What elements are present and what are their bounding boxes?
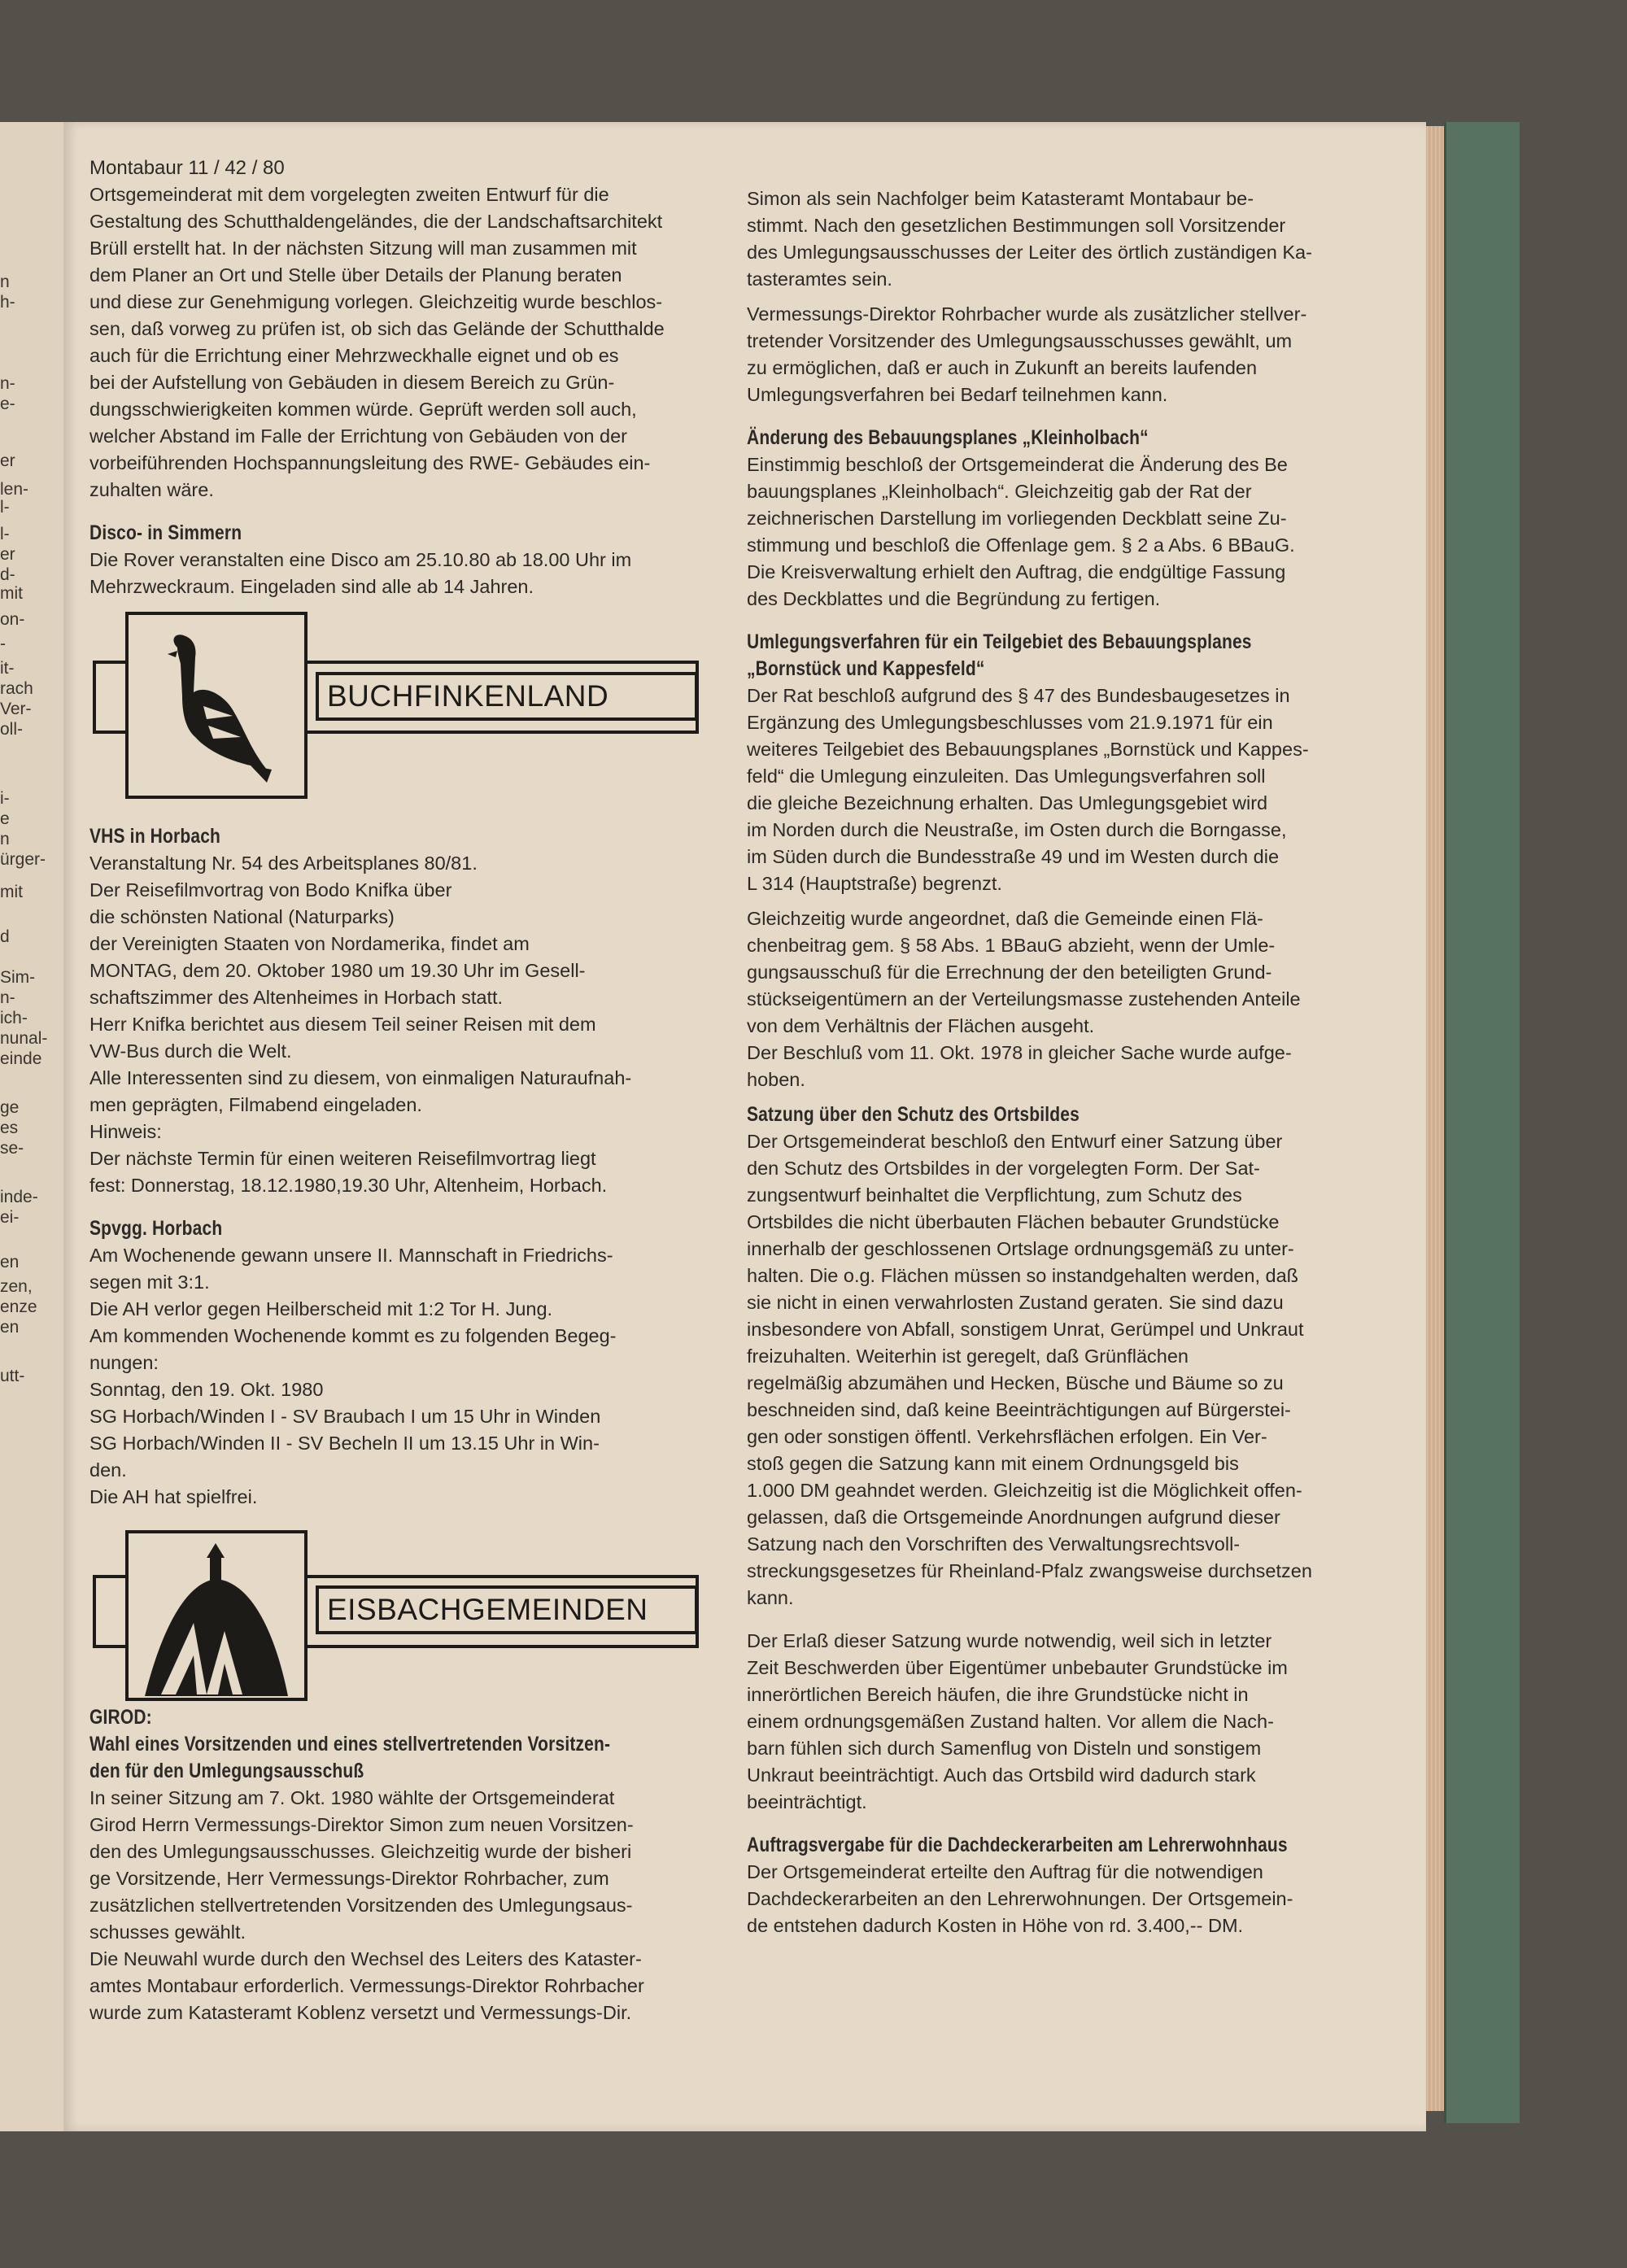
margin-fragment: mit: [0, 584, 23, 603]
text-line: von dem Verhältnis der Flächen ausgeht.: [747, 1015, 1095, 1036]
text-line: innerhalb der geschlossenen Ortslage ordnungsgemäß zu unter-: [747, 1238, 1294, 1259]
text-line: „Bornstück und Kappesfeld“: [747, 657, 985, 680]
text-line: chenbeitrag gem. § 58 Abs. 1 BBauG abzieht, wenn der Umle-: [747, 935, 1276, 956]
text-line: beeinträchtigt.: [747, 1791, 867, 1812]
text-line: Gestaltung des Schutthaldengeländes, die der Landschaftsarchitekt: [89, 211, 663, 232]
margin-fragment: inde-: [0, 1188, 38, 1206]
margin-fragment: d-: [0, 565, 15, 584]
text-line: zu ermöglichen, daß er auch in Zukunft an bereits laufenden: [747, 357, 1258, 378]
margin-fragment: nunal-: [0, 1029, 48, 1048]
margin-fragment: oll-: [0, 720, 24, 739]
text-line: ge Vorsitzende, Herr Vermessungs-Direktor Rohrbacher, zum: [89, 1868, 609, 1889]
text-line: Ortsgemeinderat mit dem vorgelegten zweiten Entwurf für die: [89, 184, 609, 205]
text-line: gungsausschuß für die Errechnung der den beteiligten Grund-: [747, 962, 1272, 983]
margin-fragment: it-: [0, 659, 15, 678]
margin-fragment: n-: [0, 374, 15, 393]
finch-icon: [129, 615, 304, 796]
previous-page-edge: [0, 122, 63, 2131]
margin-fragment: ürger-: [0, 850, 46, 869]
text-line: und diese zur Genehmigung vorlegen. Gleichzeitig wurde beschlos-: [89, 291, 663, 312]
text-line: segen mit 3:1.: [89, 1271, 210, 1293]
text-line: Mehrzweckraum. Eingeladen sind alle ab 14 Jahren.: [89, 576, 534, 597]
text-line: Am Wochenende gewann unsere II. Mannschaft in Friedrichs-: [89, 1245, 613, 1266]
text-line: im Süden durch die Bundesstraße 49 und im Westen durch die: [747, 846, 1280, 867]
text-line: innerörtlichen Bereich häufen, die ihre Grundstücke nicht in: [747, 1684, 1249, 1705]
margin-fragment: ei-: [0, 1208, 20, 1227]
margin-fragment: i-: [0, 789, 10, 808]
text-line: Umlegungsverfahren für ein Teilgebiet des Bebauungsplanes: [747, 630, 1252, 653]
umlegung-heading: [747, 629, 1399, 683]
text-line: Herr Knifka berichtet aus diesem Teil seiner Reisen mit dem: [89, 1014, 596, 1035]
text-line: In seiner Sitzung am 7. Okt. 1980 wählte der Ortsgemeinderat: [89, 1787, 615, 1808]
margin-fragment: len-: [0, 480, 29, 499]
text-line: Der nächste Termin für einen weiteren Reisefilmvortrag liegt: [89, 1148, 596, 1169]
text-line: tasteramtes sein.: [747, 268, 892, 290]
flaechenbeitrag-paragraph: [747, 905, 1399, 1093]
ortsbild-heading: Satzung über den Schutz des Ortsbildes: [747, 1103, 1080, 1126]
umlegung-paragraph: [747, 683, 1399, 897]
text-line: die gleiche Bezeichnung erhalten. Das Umlegungsgebiet wird: [747, 792, 1268, 813]
margin-fragment: es: [0, 1119, 19, 1137]
text-line: Die Neuwahl wurde durch den Wechsel des Leiters des Kataster-: [89, 1948, 642, 1969]
text-line: auch für die Errichtung einer Mehrzweckhalle eignet und ob es: [89, 345, 619, 366]
text-line: stimmung und beschloß die Offenlage gem. § 2 a Abs. 6 BBauG.: [747, 534, 1295, 556]
text-line: vorbeiführenden Hochspannungsleitung des RWE- Gebäudes ein-: [89, 452, 651, 473]
text-line: des Umlegungsausschusses der Leiter des örtlich zuständigen Ka-: [747, 242, 1312, 263]
margin-fragment: l-: [0, 525, 10, 543]
text-line: Satzung nach den Vorschriften des Verwaltungsrechtsvoll-: [747, 1533, 1241, 1555]
church-hill-icon: [129, 1533, 304, 1698]
margin-fragment: en: [0, 1318, 20, 1337]
text-line: Die AH verlor gegen Heilberscheid mit 1:2 Tor H. Jung.: [89, 1298, 553, 1319]
text-line: Der Ortsgemeinderat erteilte den Auftrag für die notwendigen: [747, 1861, 1263, 1882]
margin-fragment: er: [0, 451, 15, 470]
text-line: Brüll erstellt hat. In der nächsten Sitzung will man zusammen mit: [89, 238, 637, 259]
text-line: feld“ die Umlegung einzuleiten. Das Umlegungsverfahren soll: [747, 765, 1266, 787]
text-line: den des Umlegungsausschusses. Gleichzeitig wurde der bisheri: [89, 1841, 632, 1862]
text-line: zungsentwurf beinhaltet die Verpflichtung, zum Schutz des: [747, 1184, 1242, 1206]
text-line: Simon als sein Nachfolger beim Katasteramt Montabaur be-: [747, 188, 1254, 209]
spvgg-paragraph: [89, 1242, 740, 1511]
text-line: zeichnerischen Darstellung im vorliegenden Deckblatt seine Zu-: [747, 508, 1287, 529]
text-line: halten. Die o.g. Flächen müssen so instandgehalten werden, daß: [747, 1265, 1299, 1286]
text-line: insbesondere von Abfall, sonstigem Unrat, Gerümpel und Unkraut: [747, 1319, 1304, 1340]
text-line: Der Rat beschloß aufgrund des § 47 des Bundesbaugesetzes in: [747, 685, 1290, 706]
text-line: weiteres Teilgebiet des Bebauungsplanes „Bornstück und Kappes-: [747, 739, 1309, 760]
left-column: [89, 155, 740, 2026]
text-line: Der Erlaß dieser Satzung wurde notwendig, weil sich in letzter: [747, 1630, 1272, 1651]
text-line: dem Planer an Ort und Stelle über Details der Planung beraten: [89, 264, 622, 286]
margin-fragment: l-: [0, 498, 10, 517]
text-line: Die Rover veranstalten eine Disco am 25.10.80 ab 18.00 Uhr im: [89, 549, 632, 570]
margin-fragment: n-: [0, 988, 15, 1007]
text-line: streckungsgesetzes für Rheinland-Pfalz zwangsweise durchsetzen: [747, 1560, 1312, 1581]
margin-fragment: n: [0, 273, 10, 291]
kleinholbach-heading: Änderung des Bebauungsplanes „Kleinholbach“: [747, 426, 1149, 449]
eisbachgemeinden-banner: [89, 1530, 740, 1701]
text-line: Zeit Beschwerden über Eigentümer unbebauter Grundstücke im: [747, 1657, 1288, 1678]
text-line: der Vereinigten Staaten von Nordamerika, findet am: [89, 933, 530, 954]
disco-heading: Disco- in Simmern: [89, 521, 242, 544]
text-line: Veranstaltung Nr. 54 des Arbeitsplanes 80/81.: [89, 853, 478, 874]
margin-fragment: e: [0, 809, 10, 828]
spvgg-heading: Spvgg. Horbach: [89, 1217, 223, 1240]
margin-fragment: n: [0, 830, 10, 848]
text-line: den für den Umlegungsausschuß: [89, 1760, 364, 1782]
text-line: fest: Donnerstag, 18.12.1980,19.30 Uhr, Altenheim, Horbach.: [89, 1175, 608, 1196]
text-line: barn fühlen sich durch Samenflug von Disteln und sonstigem: [747, 1738, 1262, 1759]
margin-fragment: einde: [0, 1049, 42, 1068]
text-line: Der Reisefilmvortrag von Bodo Knifka über: [89, 879, 452, 901]
margin-fragment: e-: [0, 395, 15, 413]
text-line: nungen:: [89, 1352, 159, 1373]
text-line: Dachdeckerarbeiten an den Lehrerwohnungen. Der Ortsgemein-: [747, 1888, 1293, 1909]
text-line: Gleichzeitig wurde angeordnet, daß die Gemeinde einen Flä-: [747, 908, 1263, 929]
text-line: schaftszimmer des Altenheimes in Horbach statt.: [89, 987, 504, 1008]
deputy-paragraph: [747, 301, 1399, 408]
margin-fragment: ich-: [0, 1009, 28, 1027]
text-line: stückseigentümern an der Verteilungsmasse zustehenden Anteile: [747, 988, 1301, 1010]
text-line: regelmäßig abzumähen und Hecken, Büsche und Bäume so zu: [747, 1372, 1284, 1394]
text-line: im Norden durch die Neustraße, im Osten durch die Borngasse,: [747, 819, 1287, 840]
text-line: Hinweis:: [89, 1121, 162, 1142]
text-line: Der Beschluß vom 11. Okt. 1978 in gleicher Sache wurde aufge-: [747, 1042, 1292, 1063]
margin-fragment: en: [0, 1253, 20, 1271]
text-line: Am kommenden Wochenende kommt es zu folgenden Begeg-: [89, 1325, 617, 1346]
text-line: L 314 (Hauptstraße) begrenzt.: [747, 873, 1002, 894]
text-line: Ergänzung des Umlegungsbeschlusses vom 21.9.1971 für ein: [747, 712, 1273, 733]
text-line: VW-Bus durch die Welt.: [89, 1040, 292, 1062]
margin-fragment: rach: [0, 679, 33, 698]
girod-subheading: [89, 1731, 740, 1785]
text-line: Die AH hat spielfrei.: [89, 1486, 258, 1507]
finch-logo: [125, 612, 308, 799]
girod-paragraph: [89, 1785, 740, 2026]
margin-fragment: d: [0, 927, 10, 946]
text-line: sie nicht in einen verwahrlosten Zustand geraten. Sie sind dazu: [747, 1292, 1284, 1313]
margin-fragment: se-: [0, 1139, 24, 1158]
text-line: de entstehen dadurch Kosten in Höhe von rd. 3.400,-- DM.: [747, 1915, 1244, 1936]
text-line: bauungsplanes „Kleinholbach“. Gleichzeitig gab der Rat der: [747, 481, 1252, 502]
dachdecker-heading: Auftragsvergabe für die Dachdeckerarbeiten am Lehrerwohnhaus: [747, 1834, 1288, 1856]
text-line: Unkraut beeinträchtigt. Auch das Ortsbild wird dadurch stark: [747, 1764, 1256, 1786]
text-line: hoben.: [747, 1069, 805, 1090]
text-line: Vermessungs-Direktor Rohrbacher wurde als zusätzlicher stellver-: [747, 303, 1307, 325]
text-line: wurde zum Katasteramt Koblenz versetzt und Vermessungs-Dir.: [89, 2002, 632, 2023]
margin-fragment: mit: [0, 883, 23, 901]
text-line: SG Horbach/Winden I - SV Braubach I um 15 Uhr in Winden: [89, 1406, 601, 1427]
text-line: des Deckblattes und die Begründung zu fertigen.: [747, 588, 1161, 609]
text-line: amtes Montabaur erforderlich. Vermessungs-Direktor Rohrbacher: [89, 1975, 644, 1996]
margin-fragment: Ver-: [0, 700, 32, 718]
margin-fragment: -: [0, 635, 6, 653]
text-line: 1.000 DM geahndet werden. Gleichzeitig ist die Möglichkeit offen-: [747, 1480, 1302, 1501]
church-logo: [125, 1530, 308, 1701]
text-line: bei der Aufstellung von Gebäuden in diesem Bereich zu Grün-: [89, 372, 615, 393]
text-line: beschneiden sind, daß keine Beeinträchtigungen auf Bürgerstei-: [747, 1399, 1291, 1420]
disco-paragraph: [89, 547, 740, 600]
text-line: welcher Abstand im Falle der Errichtung von Gebäuden von der: [89, 425, 627, 447]
margin-fragment: er: [0, 545, 15, 564]
text-line: den.: [89, 1459, 127, 1481]
ortsbild-paragraph: [747, 1128, 1399, 1612]
intro-paragraph: [89, 181, 740, 504]
text-line: gelassen, daß die Ortsgemeinde Anordnungen aufgrund dieser: [747, 1507, 1280, 1528]
margin-fragment: enze: [0, 1298, 37, 1316]
text-line: zuhalten wäre.: [89, 479, 214, 500]
text-line: Alle Interessenten sind zu diesem, von einmaligen Naturaufnah-: [89, 1067, 632, 1088]
text-line: Der Ortsgemeinderat beschloß den Entwurf einer Satzung über: [747, 1131, 1283, 1152]
text-line: den Schutz des Ortsbildes in der vorgelegten Form. Der Sat-: [747, 1158, 1260, 1179]
text-line: einem ordnungsgemäßen Zustand halten. Vor allem die Nach-: [747, 1711, 1274, 1732]
banner-title: BUCHFINKENLAND: [316, 672, 698, 721]
text-line: gen oder sonstigen öffentl. Verkehrsflächen erfolgen. Ein Ver-: [747, 1426, 1267, 1447]
text-line: die schönsten National (Naturparks): [89, 906, 395, 927]
text-line: SG Horbach/Winden II - SV Becheln II um 13.15 Uhr in Win-: [89, 1433, 600, 1454]
vhs-paragraph: [89, 850, 740, 1199]
kleinholbach-paragraph: [747, 451, 1399, 613]
text-line: stoß gegen die Satzung kann mit einem Ordnungsgeld bis: [747, 1453, 1239, 1474]
dachdecker-paragraph: [747, 1859, 1399, 1939]
text-line: Girod Herrn Vermessungs-Direktor Simon zum neuen Vorsitzen-: [89, 1814, 634, 1835]
text-line: Umlegungsverfahren bei Bedarf teilnehmen kann.: [747, 384, 1168, 405]
text-line: schusses gewählt.: [89, 1921, 246, 1943]
text-line: tretender Vorsitzender des Umlegungsausschusses gewählt, um: [747, 330, 1293, 351]
text-line: dungsschwierigkeiten kommen würde. Geprüft werden soll auch,: [89, 399, 637, 420]
text-line: Sonntag, den 19. Okt. 1980: [89, 1379, 324, 1400]
margin-fragment: Sim-: [0, 968, 36, 987]
margin-fragment: utt-: [0, 1367, 25, 1385]
text-line: Wahl eines Vorsitzenden und eines stellvertretenden Vorsitzen-: [89, 1733, 611, 1756]
text-line: Die Kreisverwaltung erhielt den Auftrag, die endgültige Fassung: [747, 561, 1286, 582]
right-column: [747, 185, 1399, 1939]
text-line: men geprägten, Filmabend eingeladen.: [89, 1094, 422, 1115]
buchfinkenland-banner: [89, 612, 740, 799]
girod-heading: GIROD:: [89, 1706, 152, 1729]
banner-title-2: EISBACHGEMEINDEN: [316, 1585, 698, 1634]
text-line: zusätzlichen stellvertretenden Vorsitzenden des Umlegungsaus-: [89, 1895, 633, 1916]
text-line: freizuhalten. Weiterhin ist geregelt, daß Grünflächen: [747, 1346, 1189, 1367]
margin-fragment: zen,: [0, 1277, 33, 1296]
margin-fragment: h-: [0, 293, 15, 312]
page-header: Montabaur 11 / 42 / 80: [89, 157, 285, 179]
text-line: stimmt. Nach den gesetzlichen Bestimmungen soll Vorsitzender: [747, 215, 1286, 236]
text-line: Einstimmig beschloß der Ortsgemeinderat die Änderung des Be: [747, 454, 1288, 475]
margin-fragment: on-: [0, 610, 25, 629]
margin-fragment: ge: [0, 1098, 20, 1117]
vhs-heading: VHS in Horbach: [89, 825, 221, 848]
text-line: sen, daß vorweg zu prüfen ist, ob sich das Gelände der Schutthalde: [89, 318, 665, 339]
erlass-paragraph: [747, 1628, 1399, 1816]
text-line: Ortsbildes die nicht überbauten Flächen bebauter Grundstücke: [747, 1211, 1280, 1232]
successor-paragraph: [747, 185, 1399, 293]
text-line: kann.: [747, 1587, 794, 1608]
book-binding: [1444, 122, 1520, 2123]
text-line: MONTAG, dem 20. Oktober 1980 um 19.30 Uhr im Gesell-: [89, 960, 586, 981]
